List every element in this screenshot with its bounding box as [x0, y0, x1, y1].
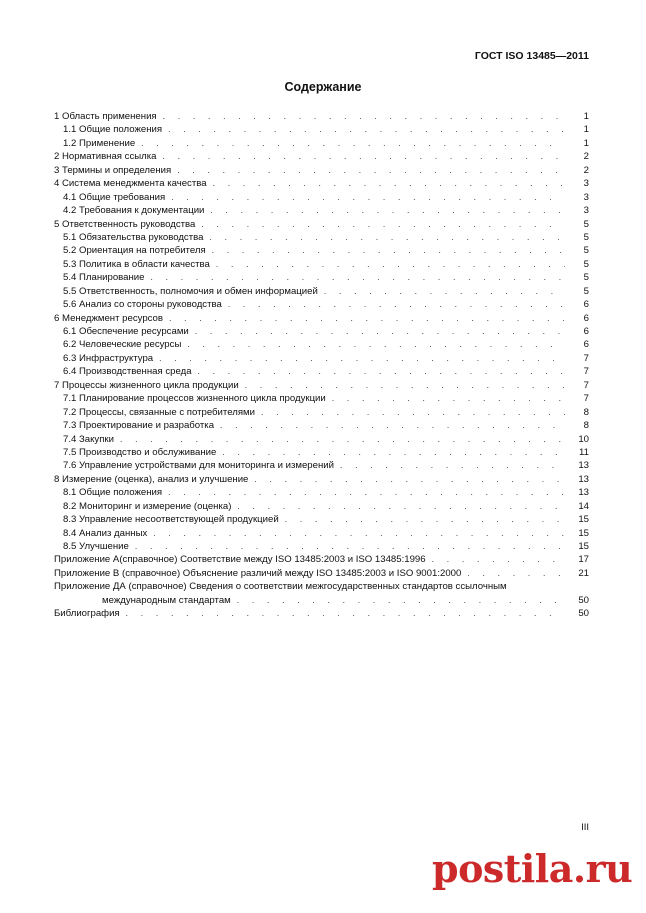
toc-page-number: 21 [578, 567, 589, 579]
toc-page-number: 15 [578, 514, 589, 526]
toc-entry-text: 6.1 Обеспечение ресурсами [63, 326, 189, 337]
toc-leader-dots [120, 433, 565, 446]
table-of-contents [54, 110, 589, 621]
toc-entry-text: 1.1 Общие положения [63, 124, 163, 136]
toc-entry[interactable] [54, 123, 589, 136]
toc-entry-text: 7.4 Закупки [63, 433, 114, 445]
toc-entry[interactable] [54, 298, 589, 311]
toc-entry-text: 6.2 Человеческие ресурсы [63, 339, 182, 351]
toc-leader-dots [177, 164, 565, 177]
toc-entry[interactable] [54, 392, 589, 405]
toc-entry-text: 5.4 Планирование [63, 272, 145, 284]
toc-entry[interactable] [54, 433, 589, 446]
toc-page-number: 1 [583, 137, 589, 149]
toc-page-number: 7 [583, 393, 589, 405]
toc-entry-bibliography[interactable] [54, 607, 589, 620]
toc-entry-text: 7.6 Управление устройствами для мониторинга и измерений [63, 460, 334, 472]
toc-entry[interactable] [54, 567, 589, 580]
toc-entry-text: 3 Термины и определения [54, 164, 172, 176]
toc-page-number: 5 [583, 272, 589, 284]
toc-page-number: 5 [583, 218, 589, 230]
toc-leader-dots [467, 567, 565, 580]
toc-leader-dots [168, 123, 565, 136]
toc-entry-text: 7.3 Проектирование и разработка [63, 420, 215, 432]
toc-page-number: 8 [583, 406, 589, 418]
toc-leader-dots [213, 177, 565, 190]
toc-entry[interactable] [54, 365, 589, 378]
toc-entry-annex-da[interactable] [54, 580, 589, 593]
toc-entry[interactable] [54, 338, 589, 351]
watermark-logo: postila.ru [432, 846, 633, 891]
toc-entry[interactable] [54, 231, 589, 244]
toc-page-number: 6 [583, 312, 589, 324]
toc-entry-text: 5.5 Ответственность, полномочия и обмен информацией [63, 285, 318, 297]
toc-entry[interactable] [54, 244, 589, 257]
toc-leader-dots [212, 244, 565, 257]
toc-page-number: 14 [578, 500, 589, 512]
toc-entry[interactable] [54, 540, 589, 553]
toc-entry-annex-da-continued[interactable] [54, 594, 589, 607]
toc-page-number: 6 [583, 326, 589, 337]
toc-leader-dots [159, 352, 565, 365]
toc-page-number: 3 [583, 178, 589, 190]
toc-leader-dots [126, 607, 565, 620]
toc-page-number: 15 [578, 541, 589, 552]
toc-entry-text: 5.3 Политика в области качества [63, 258, 210, 270]
toc-leader-dots [228, 298, 565, 311]
toc-leader-dots [220, 419, 565, 432]
toc-entry[interactable] [54, 110, 589, 123]
toc-leader-dots [171, 191, 565, 204]
toc-entry-text: 4 Система менеджмента качества [54, 178, 207, 190]
toc-page-number: 5 [583, 285, 589, 297]
toc-entry-text: 8.2 Мониторинг и измерение (оценка) [63, 500, 232, 512]
toc-page-number: 7 [583, 366, 589, 378]
toc-leader-dots [237, 594, 565, 607]
toc-entry-text: 8.4 Анализ данных [63, 527, 148, 539]
toc-entry-text: 6 Менеджмент ресурсов [54, 312, 163, 324]
toc-entry-text: 6.4 Производственная среда [63, 366, 192, 378]
toc-entry-text: 7 Процессы жизненного цикла продукции [54, 379, 239, 391]
toc-entry-text: 8.3 Управление несоответствующей продукцией [63, 514, 279, 526]
toc-leader-dots [209, 231, 565, 244]
toc-entry-text: 8.5 Улучшение [63, 541, 129, 552]
toc-page-number: 50 [578, 594, 589, 606]
toc-entry[interactable] [54, 459, 589, 472]
toc-entry[interactable] [54, 150, 589, 163]
toc-leader-dots [285, 513, 565, 526]
toc-leader-dots [163, 110, 565, 123]
toc-leader-dots [195, 325, 565, 338]
toc-leader-dots [254, 473, 565, 486]
toc-leader-dots [340, 459, 565, 472]
toc-entry-text: 2 Нормативная ссылка [54, 151, 157, 163]
toc-entry[interactable] [54, 325, 589, 338]
toc-leader-dots [153, 527, 565, 540]
toc-page-number: 1 [583, 124, 589, 136]
toc-entry-text: международным стандартам [102, 594, 231, 606]
toc-entry-text: 7.5 Производство и обслуживание [63, 446, 217, 458]
toc-entry[interactable] [54, 406, 589, 419]
toc-leader-dots [216, 258, 565, 271]
toc-entry[interactable] [54, 352, 589, 365]
toc-page-number: 2 [583, 151, 589, 163]
toc-page-number: 50 [578, 608, 589, 620]
toc-entry-text: Приложение А(справочное) Соответствие между ISO 13485:2003 и ISO 13485:1996 [54, 554, 426, 566]
toc-entry[interactable] [54, 204, 589, 217]
toc-page-number: 5 [583, 231, 589, 243]
toc-entry[interactable] [54, 379, 589, 392]
toc-entry-text: 5.1 Обязательства руководства [63, 231, 204, 243]
toc-entry-text: 7.1 Планирование процессов жизненного цикла продукции [63, 393, 326, 405]
toc-page-number: 5 [583, 258, 589, 270]
toc-page-number: 2 [583, 164, 589, 176]
toc-leader-dots [261, 406, 565, 419]
toc-leader-dots [237, 500, 565, 513]
toc-entry[interactable] [54, 500, 589, 513]
toc-entry[interactable] [54, 419, 589, 432]
toc-leader-dots [222, 446, 565, 459]
toc-leader-dots [187, 338, 565, 351]
toc-entry[interactable] [54, 218, 589, 231]
toc-entry[interactable] [54, 446, 589, 459]
toc-leader-dots [150, 271, 565, 284]
toc-page-number: 10 [578, 433, 589, 445]
toc-entry[interactable] [54, 258, 589, 271]
toc-entry-text: 5.2 Ориентация на потребителя [63, 245, 206, 257]
toc-entry-text: 5.6 Анализ со стороны руководства [63, 299, 222, 311]
toc-entry-text: 8.1 Общие положения [63, 487, 163, 499]
toc-leader-dots [198, 365, 565, 378]
toc-entry-text: Приложение ДА (справочное) Сведения о соответствии межгосударственных стандартов ссылочным [54, 581, 507, 593]
toc-leader-dots [324, 285, 565, 298]
toc-entry-text: 8 Измерение (оценка), анализ и улучшение [54, 473, 249, 485]
toc-page-number: 3 [583, 191, 589, 203]
toc-leader-dots [163, 150, 566, 163]
toc-entry[interactable] [54, 271, 589, 284]
toc-entry-text: 1.2 Применение [63, 137, 136, 149]
toc-entry-text: 4.1 Общие требования [63, 191, 166, 203]
toc-entry[interactable] [54, 473, 589, 486]
toc-entry-text: 7.2 Процессы, связанные с потребителями [63, 406, 255, 418]
toc-entry[interactable] [54, 164, 589, 177]
toc-entry[interactable] [54, 486, 589, 499]
toc-entry[interactable] [54, 527, 589, 540]
toc-entry-text: Библиография [54, 608, 120, 620]
toc-page-number: 7 [583, 352, 589, 364]
toc-leader-dots [135, 540, 565, 553]
toc-entry[interactable] [54, 177, 589, 190]
toc-page-number: 7 [583, 379, 589, 391]
toc-entry-text: 4.2 Требования к документации [63, 205, 205, 217]
toc-entry-text: 6.3 Инфраструктура [63, 352, 154, 364]
toc-leader-dots [210, 204, 565, 217]
toc-entry-text: 5 Ответственность руководства [54, 218, 196, 230]
page-title: Содержание [284, 80, 362, 94]
toc-page-number: 6 [583, 339, 589, 351]
toc-page-number: 13 [578, 460, 589, 472]
toc-page-number: 5 [583, 245, 589, 257]
toc-page-number: 17 [578, 554, 589, 566]
toc-leader-dots [169, 312, 565, 325]
toc-page-number: 11 [579, 446, 589, 458]
toc-entry[interactable] [54, 137, 589, 150]
toc-page-number: 13 [578, 473, 589, 485]
toc-page-number: 3 [583, 205, 589, 217]
toc-leader-dots [432, 553, 565, 566]
toc-entry-text: 1 Область применения [54, 111, 157, 122]
toc-entry[interactable] [54, 191, 589, 204]
toc-leader-dots [168, 486, 565, 499]
toc-page-number: 13 [578, 487, 589, 499]
toc-leader-dots [245, 379, 565, 392]
toc-leader-dots [201, 218, 565, 231]
toc-entry[interactable] [54, 513, 589, 526]
toc-page-number: 15 [578, 527, 589, 539]
toc-page-number: 6 [583, 299, 589, 311]
page-number: III [581, 822, 589, 833]
toc-leader-dots [332, 392, 565, 405]
standard-code: ГОСТ ISO 13485—2011 [474, 50, 589, 62]
toc-page-number: 8 [583, 420, 589, 432]
toc-entry[interactable] [54, 285, 589, 298]
toc-entry[interactable] [54, 312, 589, 325]
toc-entry-text: Приложение В (справочное) Объяснение различий между ISO 13485:2003 и ISO 9001:2000 [54, 567, 462, 579]
toc-entry[interactable] [54, 553, 589, 566]
toc-page-number: 1 [583, 111, 589, 122]
toc-leader-dots [141, 137, 565, 150]
